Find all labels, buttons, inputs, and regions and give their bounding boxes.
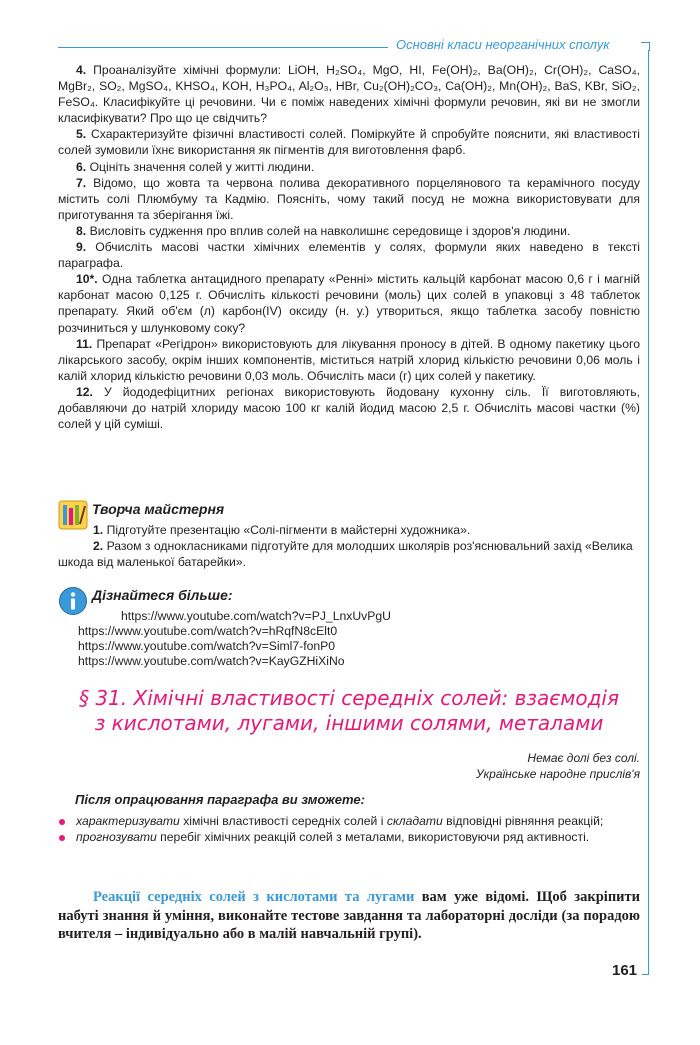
video-link[interactable]: https://www.youtube.com/watch?v=hRqfN8cElt0	[78, 624, 338, 638]
video-link[interactable]: https://www.youtube.com/watch?v=PJ_LnxUvPgU	[121, 609, 391, 623]
running-title: Основні класи неорганічних сполук	[396, 37, 610, 52]
workshop-title: Творча майстерня	[92, 501, 225, 517]
epigraph-source: Українське народне прислів'я	[475, 767, 640, 781]
link-list	[78, 609, 391, 669]
paragraph-title: § 31. Хімічні властивості середніх солей: взаємодія з кислотами, лугами, іншими солями, металами	[78, 686, 620, 735]
video-link[interactable]: https://www.youtube.com/watch?v=KayGZHiXiNo	[78, 654, 345, 668]
bullet	[59, 835, 65, 841]
task-item: 11. Препарат «Регідрон» використовують для лікування проносу в дітей. В одному пакетику цього лікарського засобу, окрім інших компонентів, міститься натрій хлорид кількістю речовини 0,06 моль і калій хлорид кількістю речовини 0,03 моль. Обчисліть маси (г) цих солей у пакетику.	[58, 336, 641, 383]
header-rule	[58, 47, 388, 48]
task-item: 9. Обчисліть масові частки хімічних елементів у солях, формули яких наведено в тексті параграфа.	[58, 240, 640, 271]
page-number-tick	[642, 974, 649, 975]
task-list	[58, 62, 640, 432]
task-item: 6. Оцініть значення солей у житті людини.	[76, 159, 315, 174]
task-item: 4. Проаналізуйте хімічні формули: LiOH, H₂SO₄, MgO, HI, Fe(OH)₂, Ba(OH)₂, Cr(OH)₂, CaSO₄, MgBr₂, SO₂, MgSO₄, KHSO₄, KOH, H₃PO₄, Al₂O₃, HBr, Cu₂(OH)₂CO₃, Ca(OH)₂, Mn(OH)₂, BaS, KBr, SiO₂, FeSO₄. Класифікуйте ці речовини. Чи є поміж наведених хімічні формули речовин, які ви не змогли класифікувати? Про що це свідчить?	[58, 63, 640, 126]
learning-outcomes-title: Після опрацювання параграфа ви зможете:	[75, 792, 365, 807]
workshop-body: 1. Підготуйте презентацію «Солі-пігменти в майстерні художника». 2. Разом з однокласниками підготуйте для молодших школярів роз'яснювальний захід «Велика шкода від маленької батарейки».	[58, 523, 633, 569]
page-number: 161	[612, 962, 638, 979]
margin-rule	[648, 50, 649, 975]
task-item: 12. У йододефіцитних регіонах використовують йодовану кухонну сіль. Її виготовляють, добавляючи до натрій хлориду масою 100 кг калій йодид масою 2,5 г. Обчисліть масові частки (%) солей у цій суміші.	[58, 384, 640, 432]
epigraph: Немає долі без солі.	[527, 751, 640, 765]
list-item: прогнозувати перебіг хімічних реакцій солей з металами, використовуючи ряд активності.	[58, 830, 640, 846]
task-item: 10*. Одна таблетка антацидного препарату «Ренні» містить кальцій карбонат масою 0,6 г і магній карбонат масою 0,125 г. Обчисліть кількості речовини (моль) цих солей в упаковці з 48 таблеток препарату. Який об'єм (л) карбон(IV) оксиду (н. у.) утвориться, якщо таблетка засобу повністю розчиниться у шлунковому соку?	[58, 272, 641, 335]
intro-text: Реакції середніх солей з кислотами та лугами вам уже відомі. Щоб закріпити набуті знання й уміння, виконайте тестове завдання та лабораторні досліди (за порадою вчителя – індивідуально або в малій навчальній групі).	[58, 889, 640, 942]
learn-more-title: Дізнайтеся більше:	[92, 587, 233, 603]
task-item: 8. Висловіть судження про вплив солей на навколишнє середовище і здоров'я людини.	[76, 223, 571, 238]
task-item: 7. Відомо, що жовта та червона полива декоративного порцелянового та керамічного посуду містить солі Плюмбуму та Кадмію. Поясніть, чому такий посуд не можна використовувати для приготування та зберігання їжі.	[58, 175, 640, 222]
task-item: 5. Схарактеризуйте фізичні властивості солей. Поміркуйте й спробуйте пояснити, які властивості солей зумовили їхнє використання як пігментів для виготовлення фарб.	[58, 127, 640, 158]
outcome-list	[58, 814, 640, 845]
video-link[interactable]: https://www.youtube.com/watch?v=Siml7-fonP0	[78, 639, 336, 653]
list-item: характеризувати хімічні властивості середніх солей і складати відповідні рівняння реакцій;	[58, 814, 640, 830]
bullet	[59, 819, 65, 825]
